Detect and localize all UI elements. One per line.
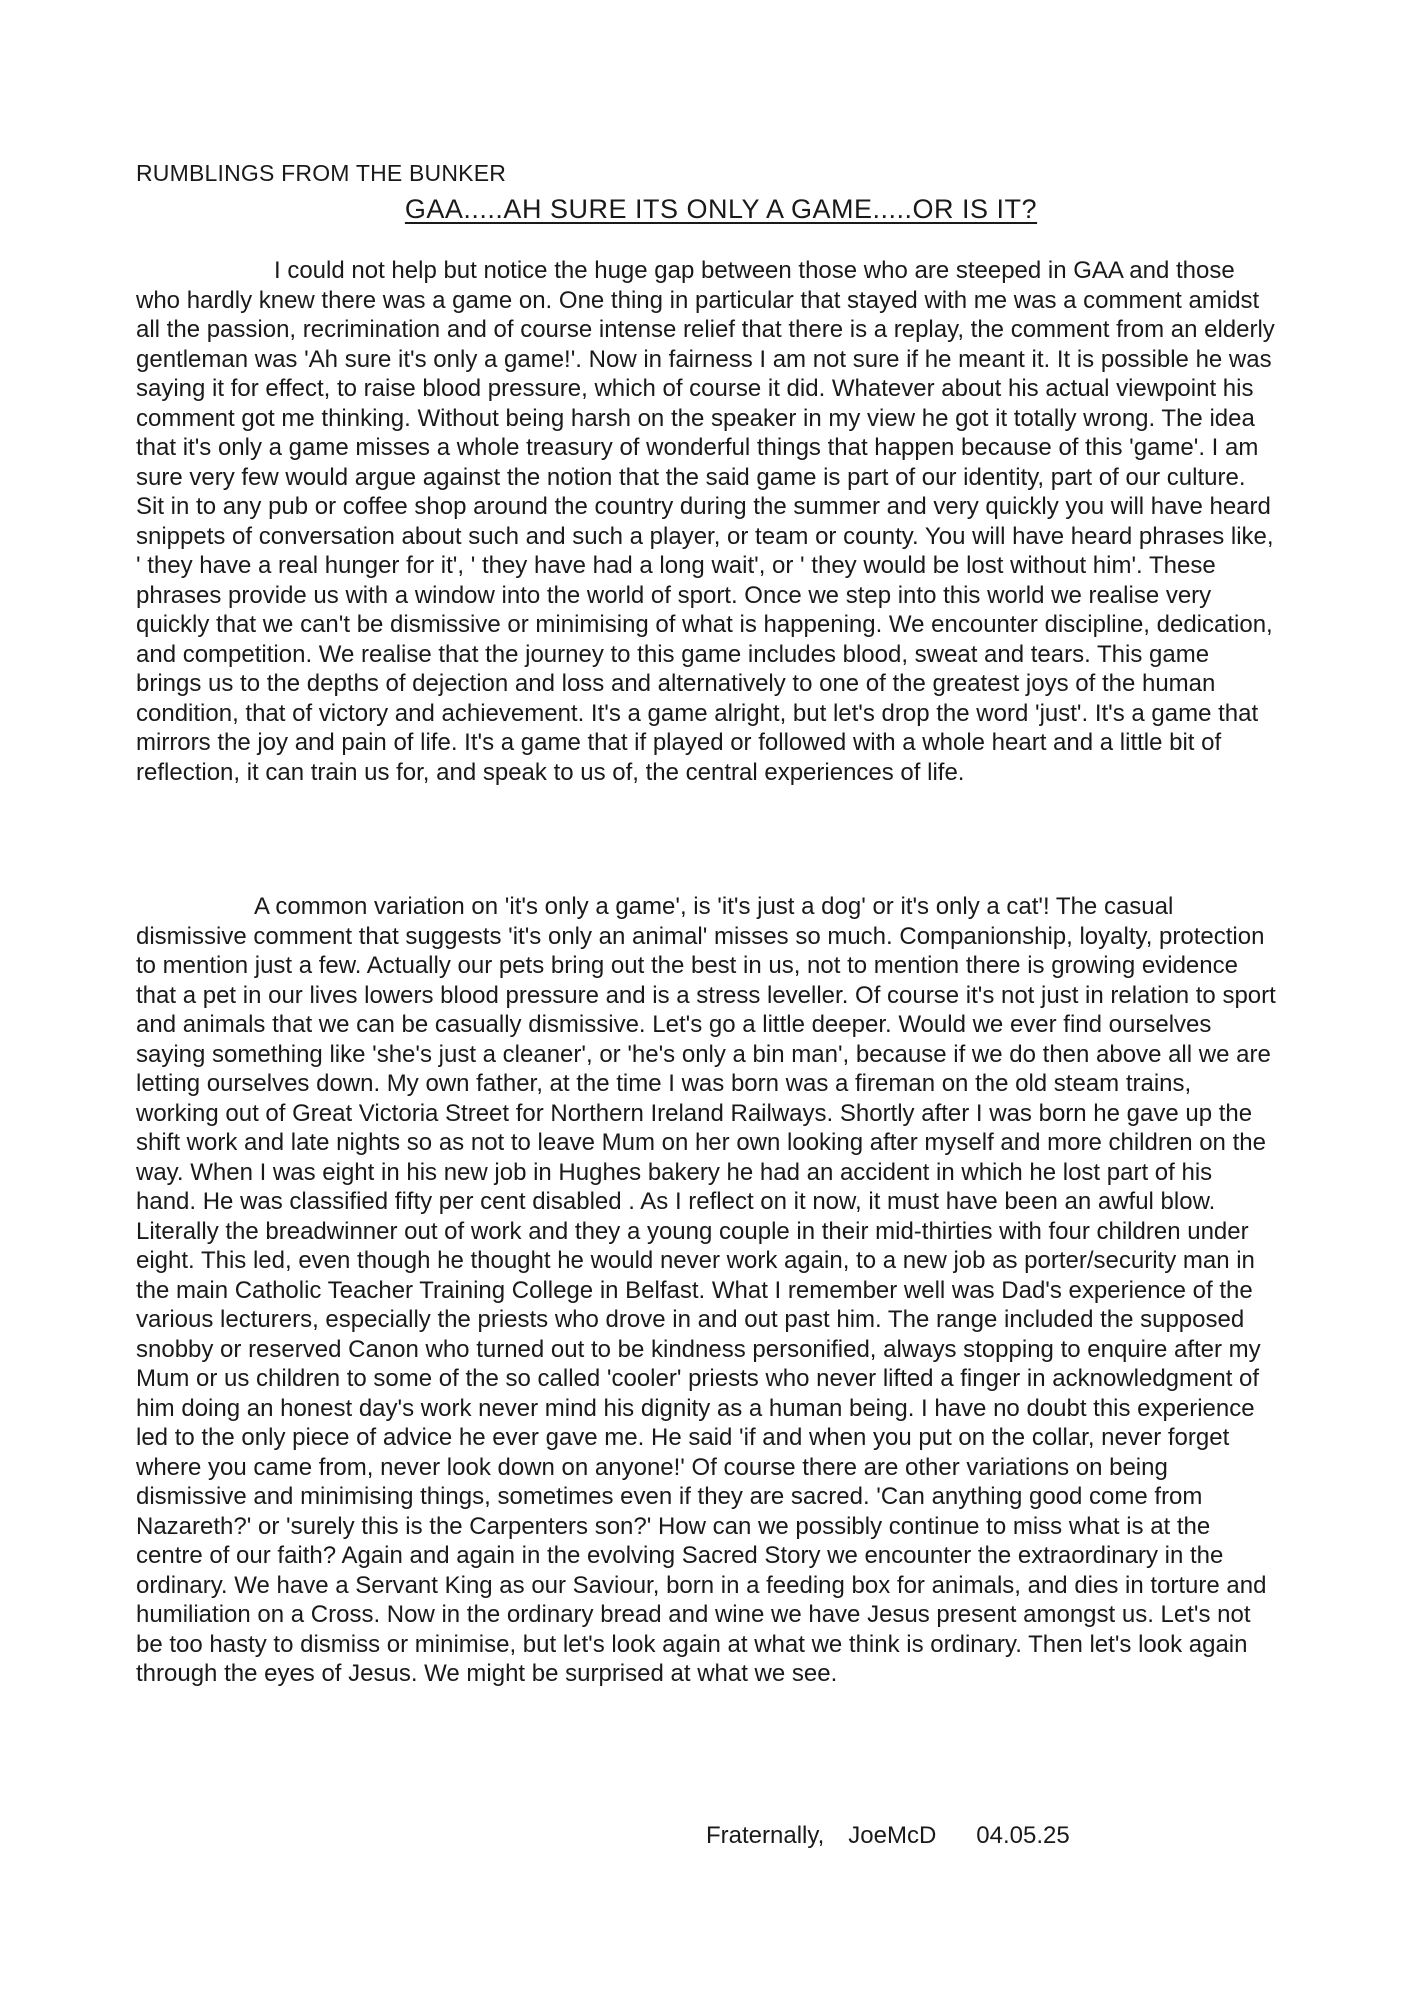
- signoff-date: 04.05.25: [976, 1822, 1070, 1849]
- column-header: RUMBLINGS FROM THE BUNKER: [136, 160, 507, 186]
- signoff-closing: Fraternally,: [706, 1822, 825, 1849]
- article-title: GAA.....AH SURE ITS ONLY A GAME.....OR IS IT?: [404, 194, 1038, 224]
- signoff-author: JoeMcD: [848, 1822, 937, 1849]
- paragraph-2: A common variation on 'it's only a game', is 'it's just a dog' or it's only a cat'! The casual dismissive comment that suggests 'it's only an animal' misses so much. Companionship, loyalty, protection to mention just a few. Actually our pets bring out the best in us, not to mention there is growing evidence that a pet in our lives lowers blood pressure and is a stress leveller. Of course it's not just in relation to sport and animals that we can be casually dismissive. Let's go a little deeper. Would we ever find ourselves saying something like 'she's just a cleaner', or 'he's only a bin man', because if we do then above all we are letting ourselves down. My own father, at the time I was born was a fireman on the old steam trains, working out of Great Victoria Street for Northern Ireland Railways. Shortly after I was born he gave up the shift work and late nights so as not to leave Mum on her own looking after myself and more children on the way. When I was eight in his new job in Hughes bakery he had an accident in which he lost part of his hand. He was classified fifty per cent disabled . As I reflect on it now, it must have been an awful blow. Literally the breadwinner out of work and they a young couple in their mid-thirties with four children under eight. This led, even though he thought he would never work again, to a new job as porter/security man in the main Catholic Teacher Training College in Belfast. What I remember well was Dad's experience of the various lecturers, especially the priests who drove in and out past him. The range included the supposed snobby or reserved Canon who turned out to be kindness personified, always stopping to enquire after my Mum or us children to some of the so called 'cooler' priests who never lifted a finger in acknowledgment of him doing an honest day's work never mind his dignity as a human being. I have no doubt this experience led to the only piece of advice he ever gave me. He said 'if and when you put on the collar, never forget where you came from, never look down on anyone!' Of course there are other variations on being dismissive and minimising things, sometimes even if they are sacred. 'Can anything good come from Nazareth?' or 'surely this is the Carpenters son?' How can we possibly continue to miss what is at the centre of our faith? Again and again in the evolving Sacred Story we encounter the extraordinary in the ordinary. We have a Servant King as our Saviour, born in a feeding box for animals, and dies in torture and humiliation on a Cross. Now in the ordinary bread and wine we have Jesus present amongst us. Let's not be too hasty to dismiss or minimise, but let's look again at what we think is ordinary. Then let's look again through the eyes of Jesus. We might be surprised at what we see.: [136, 893, 1276, 1687]
- signoff: [706, 1822, 1070, 1850]
- paragraph-1: I could not help but notice the huge gap between those who are steeped in GAA and those who hardly knew there was a game on. One thing in particular that stayed with me was a comment amidst all the passion, recrimination and of course intense relief that there is a replay, the comment from an elderly gentleman was 'Ah sure it's only a game!'. Now in fairness I am not sure if he meant it. It is possible he was saying it for effect, to raise blood pressure, which of course it did. Whatever about his actual viewpoint his comment got me thinking. Without being harsh on the speaker in my view he got it totally wrong. The idea that it's only a game misses a whole treasury of wonderful things that happen because of this 'game'. I am sure very few would argue against the notion that the said game is part of our identity, part of our culture. Sit in to any pub or coffee shop around the country during the summer and very quickly you will have heard snippets of conversation about such and such a player, or team or county. You will have heard phrases like, ' they have a real hunger for it', ' they have had a long wait', or ' they would be lost without him'. These phrases provide us with a window into the world of sport. Once we step into this world we realise very quickly that we can't be dismissive or minimising of what is happening. We encounter discipline, dedication, and competition. We realise that the journey to this game includes blood, sweat and tears. This game brings us to the depths of dejection and loss and alternatively to one of the greatest joys of the human condition, that of victory and achievement. It's a game alright, but let's drop the word 'just'. It's a game that mirrors the joy and pain of life. It's a game that if played or followed with a whole heart and a little bit of reflection, it can train us for, and speak to us of, the central experiences of life.: [136, 257, 1275, 786]
